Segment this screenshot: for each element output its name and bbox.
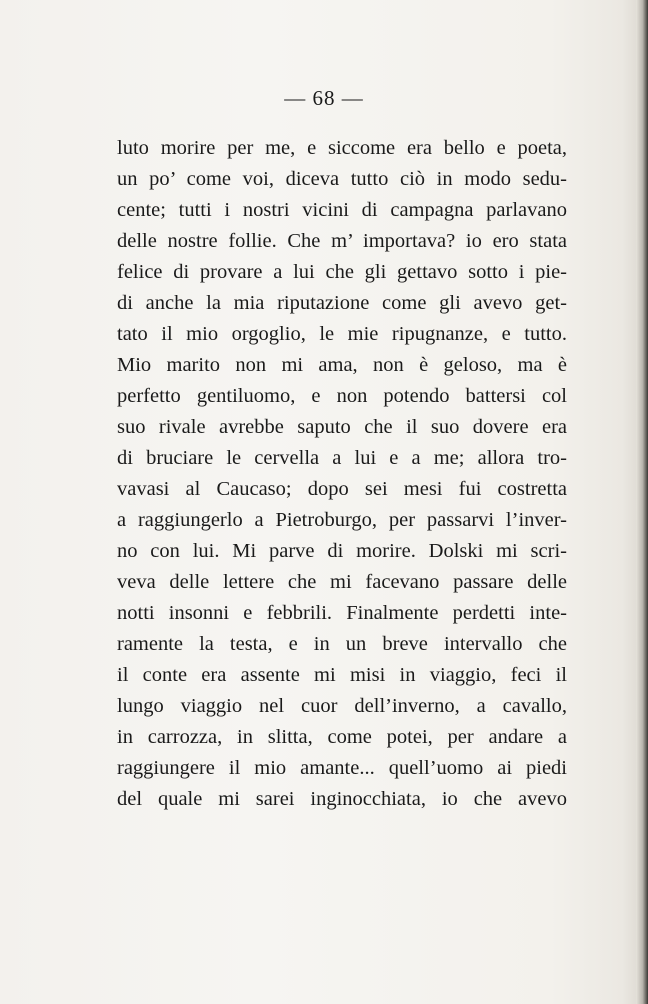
body-text	[117, 133, 567, 815]
text-line: lungo viaggio nel cuor dell’inverno, a cavallo,	[117, 695, 567, 717]
text-line: perfetto gentiluomo, e non potendo battersi col	[117, 385, 567, 407]
text-line: vavasi al Caucaso; dopo sei mesi fui costretta	[117, 478, 567, 500]
text-line: felice di provare a lui che gli gettavo sotto i pie-	[117, 261, 567, 283]
text-line: raggiungere il mio amante... quell’uomo ai piedi	[117, 757, 567, 779]
text-line: delle nostre follie. Che m’ importava? io ero stata	[117, 230, 567, 252]
text-line: in carrozza, in slitta, come potei, per andare a	[117, 726, 567, 748]
text-line: di bruciare le cervella a lui e a me; allora tro-	[117, 447, 567, 469]
text-line: suo rivale avrebbe saputo che il suo dovere era	[117, 416, 567, 438]
text-line: cente; tutti i nostri vicini di campagna parlavano	[117, 199, 567, 221]
text-line: del quale mi sarei inginocchiata, io che avevo	[117, 788, 567, 810]
text-line: un po’ come voi, diceva tutto ciò in modo sedu-	[117, 168, 567, 190]
page-number: — 68 —	[284, 86, 364, 110]
text-line: veva delle lettere che mi facevano passare delle	[117, 571, 567, 593]
text-line: ramente la testa, e in un breve intervallo che	[117, 633, 567, 655]
text-line: a raggiungerlo a Pietroburgo, per passarvi l’inver-	[117, 509, 567, 531]
text-line: di anche la mia riputazione come gli avevo get-	[117, 292, 567, 314]
page-edge-shadow	[636, 0, 648, 1004]
text-line: il conte era assente mi misi in viaggio, feci il	[117, 664, 567, 686]
text-line: tato il mio orgoglio, le mie ripugnanze, e tutto.	[117, 323, 567, 345]
text-line: no con lui. Mi parve di morire. Dolski mi scri-	[117, 540, 567, 562]
text-line: luto morire per me, e siccome era bello e poeta,	[117, 137, 567, 159]
text-line: Mio marito non mi ama, non è geloso, ma è	[117, 354, 567, 376]
text-line: notti insonni e febbrili. Finalmente perdetti inte-	[117, 602, 567, 624]
